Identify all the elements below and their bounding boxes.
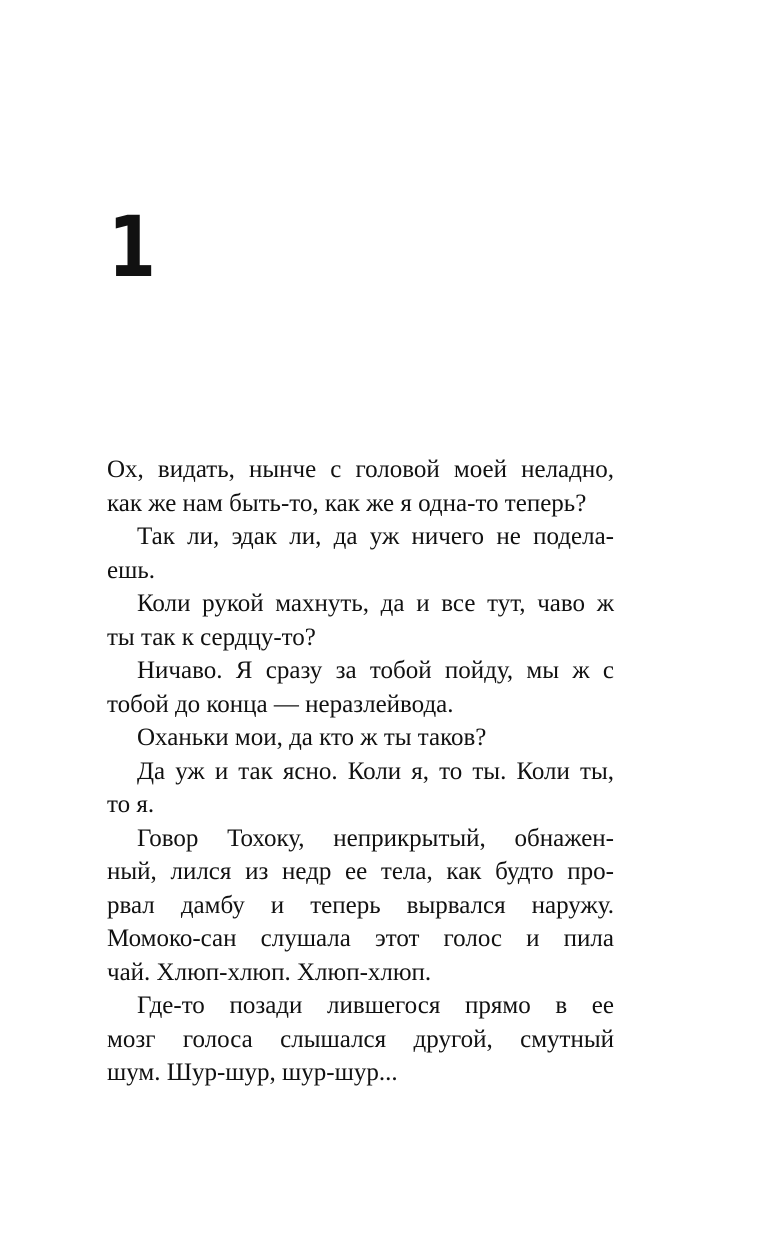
chapter-text	[107, 453, 614, 1090]
text-line: ный, лился из недр ее тела, как будто про-	[107, 858, 614, 885]
text-line: Говор Тохоку, неприкрытый, обнажен-	[137, 824, 614, 852]
text-line: Да уж и так ясно. Коли я, то ты. Коли ты,	[137, 757, 614, 785]
text-line: шум. Шур-шур, шур-шур...	[107, 1059, 398, 1086]
text-line: Момоко-сан слушала этот голос и пила	[107, 925, 614, 952]
text-line: то я.	[107, 791, 155, 818]
chapter-number: 1	[108, 198, 155, 296]
text-line: как же нам быть-то, как же я одна-то теперь?	[107, 489, 587, 517]
text-line: тобой до конца — неразлейвода.	[107, 690, 454, 718]
text-line: Коли рукой махнуть, да и все тут, чаво ж	[137, 590, 614, 617]
text-line: Оханьки мои, да кто ж ты таков?	[137, 724, 487, 751]
text-line: Так ли, эдак ли, да уж ничего не подела-	[137, 523, 614, 550]
text-line: ты так к сердцу-то?	[107, 623, 316, 651]
text-line: чай. Хлюп-хлюп. Хлюп-хлюп.	[107, 958, 432, 986]
text-line: рвал дамбу и теперь вырвался наружу.	[107, 891, 614, 919]
text-line: мозг голоса слышался другой, смутный	[107, 1025, 614, 1053]
text-line: ешь.	[107, 556, 155, 584]
text-line: Ничаво. Я сразу за тобой пойду, мы ж с	[137, 657, 614, 684]
text-line: Ох, видать, нынче с головой моей неладно,	[107, 456, 614, 483]
text-line: Где-то позади лившегося прямо в ее	[137, 992, 614, 1019]
